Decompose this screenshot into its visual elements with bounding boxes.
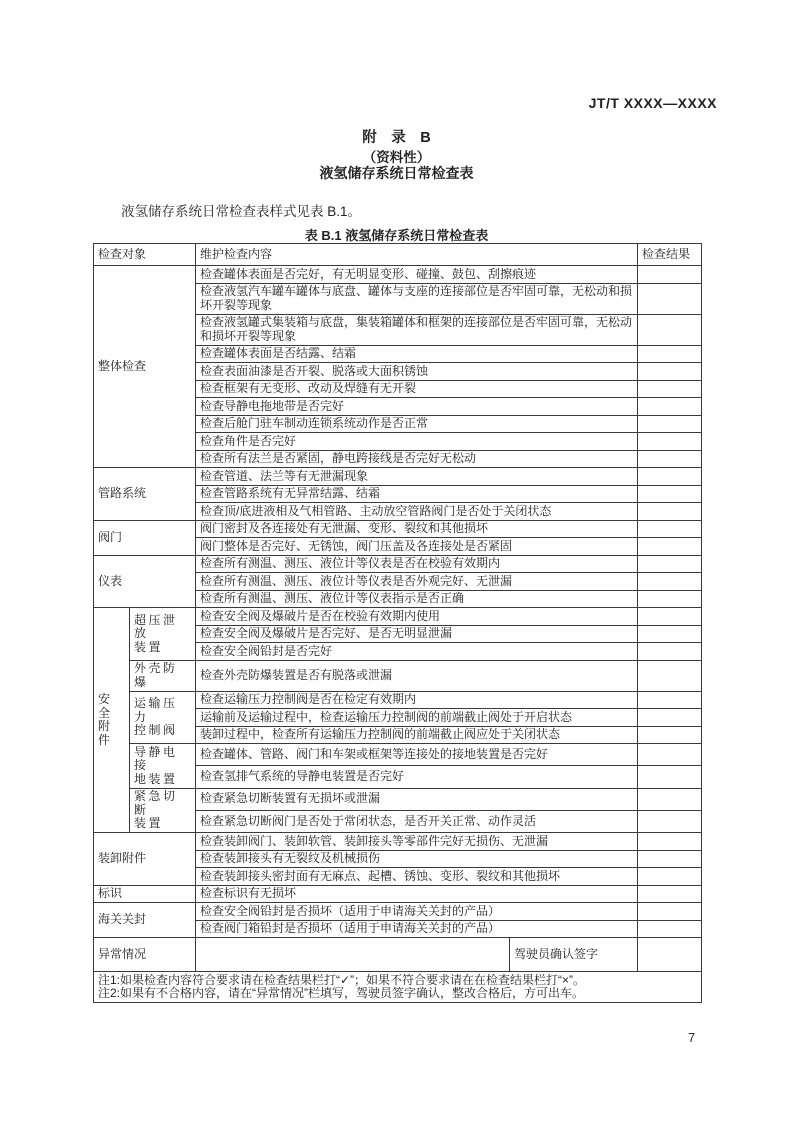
section-label: 仪表: [94, 555, 196, 608]
subsection-label: 运输压力 控制阀: [130, 691, 196, 744]
result-cell: [638, 450, 702, 468]
table-row: [94, 660, 702, 691]
result-cell: [638, 726, 702, 744]
result-cell: [638, 691, 702, 709]
table-row: [94, 744, 702, 766]
inspection-item: 检查外壳防爆装置是否有脱落或泄漏: [196, 660, 638, 691]
inspection-item: 检查紧急切断阀门是否处于常闭状态，是否开关正常、动作灵活: [196, 810, 638, 832]
appendix-name: 液氢储存系统日常检查表: [319, 165, 474, 181]
inspection-item: 检查阀门箱铅封是否损坏（适用于申请海关关封的产品）: [196, 920, 638, 938]
abnormal-row: [94, 938, 702, 972]
inspection-item: 检查氢排气系统的导静电装置是否完好: [196, 766, 638, 788]
header-check-object: 检查对象: [94, 244, 196, 266]
result-cell: [638, 850, 702, 868]
table-row: [94, 885, 702, 903]
inspection-item: 检查所有测温、测压、液位计等仪表是否外观完好、无泄漏: [196, 573, 638, 591]
header-check-result: 检查结果: [638, 244, 702, 266]
table-row: [94, 555, 702, 573]
header-maintenance-content: 维护检查内容: [196, 244, 638, 266]
subsection-label: 超压泄放 装置: [130, 608, 196, 661]
result-cell: [638, 709, 702, 727]
result-cell: [638, 314, 702, 345]
inspection-item: 检查所有法兰是否紧固，静电跨接线是否完好无松动: [196, 450, 638, 468]
subsection-label: 外壳防爆: [130, 660, 196, 691]
result-cell: [638, 538, 702, 556]
inspection-item: 检查运输压力控制阀是否在检定有效期内: [196, 691, 638, 709]
table-caption: 表 B.1 液氢储存系统日常检查表: [304, 228, 489, 243]
section-label: 整体检查: [94, 266, 196, 468]
result-cell: [638, 920, 702, 938]
inspection-item: 检查紧急切断装置有无损坏或泄漏: [196, 788, 638, 810]
result-cell: [638, 660, 702, 691]
table-row: [94, 468, 702, 486]
abnormal-label: 异常情况: [94, 938, 196, 972]
result-cell: [638, 744, 702, 766]
doc-code: JT/T XXXX—XXXX: [588, 95, 717, 111]
result-cell: [638, 643, 702, 661]
inspection-item: 检查表面油漆是否开裂、脱落或大面积锈蚀: [196, 363, 638, 381]
result-cell: [638, 415, 702, 433]
inspection-item: 检查安全阀及爆破片是否完好、是否无明显泄漏: [196, 625, 638, 643]
result-cell: [638, 503, 702, 521]
result-cell: [638, 468, 702, 486]
result-cell: [638, 380, 702, 398]
inspection-item: 检查管路系统有无异常结露、结霜: [196, 485, 638, 503]
inspection-item: 阀门密封及各连接处有无泄漏、变形、裂纹和其他损坏: [196, 520, 638, 538]
result-cell: [638, 833, 702, 851]
result-cell: [638, 590, 702, 608]
note-line: 注1:如果检查内容符合要求请在检查结果栏打“✓”；如果不符合要求请在在检查结果栏打“×”。: [98, 972, 586, 987]
result-cell: [638, 555, 702, 573]
section-label: 海关关封: [94, 903, 196, 938]
table-row: [94, 691, 702, 709]
inspection-item: 检查导静电拖地带是否完好: [196, 398, 638, 416]
inspection-item: 检查装卸接头密封面有无麻点、起槽、锈蚀、变形、裂纹和其他损坏: [196, 868, 638, 886]
result-cell: [638, 903, 702, 921]
result-cell: [638, 363, 702, 381]
inspection-item: 检查管道、法兰等有无泄漏现象: [196, 468, 638, 486]
table-row: [94, 520, 702, 538]
table-row: [94, 608, 702, 626]
table-row: [94, 788, 702, 810]
result-cell: [638, 283, 702, 314]
inspection-item: 检查装卸阀门、装卸软管、装卸接头等零部件完好无损伤、无泄漏: [196, 833, 638, 851]
inspection-item: 检查顶/底进液相及气相管路、主动放空管路阀门是否处于关闭状态: [196, 503, 638, 521]
result-cell: [638, 433, 702, 451]
inspection-item: 运输前及运输过程中，检查运输压力控制阀的前端截止阀处于开启状态: [196, 709, 638, 727]
result-cell: [638, 810, 702, 832]
inspection-item: 检查安全阀及爆破片是否在校验有效期内使用: [196, 608, 638, 626]
inspection-item: 检查所有测温、测压、液位计等仪表是否在校验有效期内: [196, 555, 638, 573]
note-line: 注2:如果有不合格内容，请在“异常情况”栏填写，驾驶员签字确认，整改合格后，方可出车。: [98, 986, 585, 1000]
table-header-row: [94, 244, 702, 266]
intro-paragraph: 液氢储存系统日常检查表样式见表 B.1。: [121, 204, 362, 219]
inspection-item: 装卸过程中，检查所有运输压力控制阀的前端截止阀应处于关闭状态: [196, 726, 638, 744]
subsection-label: 导静电接 地装置: [130, 744, 196, 789]
inspection-item: 检查角件是否完好: [196, 433, 638, 451]
inspection-item: 检查罐体、管路、阀门和车架或框架等连接处的接地装置是否完好: [196, 744, 638, 766]
inspection-item: 检查装卸接头有无裂纹及机械损伤: [196, 850, 638, 868]
abnormal-fill-cell: [196, 938, 510, 972]
result-cell: [638, 485, 702, 503]
inspection-item: 检查所有测温、测压、液位计等仪表指示是否正确: [196, 590, 638, 608]
result-cell: [638, 766, 702, 788]
subsection-label: 紧急切断 装置: [130, 788, 196, 833]
result-cell: [638, 520, 702, 538]
result-cell: [638, 788, 702, 810]
inspection-item: 检查液氢罐式集装箱与底盘，集装箱罐体和框架的连接部位是否牢固可靠，无松动和损坏开裂等现象: [196, 314, 638, 345]
result-cell: [638, 885, 702, 903]
driver-signature-label: 驾驶员确认签字: [510, 938, 638, 972]
section-label: 安 全 附 件: [94, 608, 130, 833]
section-label: 标识: [94, 885, 196, 903]
table-row: [94, 833, 702, 851]
table-notes: [94, 972, 702, 1003]
inspection-item: 检查罐体表面是否结露、结霜: [196, 345, 638, 363]
section-label: 管路系统: [94, 468, 196, 521]
inspection-item: 检查标识有无损坏: [196, 885, 638, 903]
appendix-title: 附 录 B: [362, 130, 431, 146]
appendix-subtitle: （资料性）: [362, 150, 431, 165]
result-cell: [638, 573, 702, 591]
inspection-item: 检查罐体表面是否完好，有无明显变形、碰撞、鼓包、刮擦痕迹: [196, 266, 638, 284]
result-cell: [638, 266, 702, 284]
section-label: 阀门: [94, 520, 196, 555]
inspection-item: 阀门整体是否完好、无锈蚀，阀门压盖及各连接处是否紧固: [196, 538, 638, 556]
result-cell: [638, 608, 702, 626]
page-number: 7: [688, 1030, 696, 1045]
inspection-table: [93, 243, 702, 1003]
section-label: 装卸附件: [94, 833, 196, 886]
table-row: [94, 266, 702, 284]
inspection-item: 检查框架有无变形、改动及焊缝有无开裂: [196, 380, 638, 398]
result-cell: [638, 868, 702, 886]
inspection-item: 检查后舱门驻车制动连锁系统动作是否正常: [196, 415, 638, 433]
result-cell: [638, 398, 702, 416]
notes-row: [94, 972, 702, 1003]
result-cell: [638, 625, 702, 643]
inspection-item: 检查安全阀铅封是否完好: [196, 643, 638, 661]
inspection-item: 检查液氢汽车罐车罐体与底盘、罐体与支座的连接部位是否牢固可靠，无松动和损坏开裂等现象: [196, 283, 638, 314]
result-cell: [638, 345, 702, 363]
table-row: [94, 903, 702, 921]
signature-cell: [638, 938, 702, 972]
inspection-item: 检查安全阀铅封是否损坏（适用于申请海关关封的产品）: [196, 903, 638, 921]
